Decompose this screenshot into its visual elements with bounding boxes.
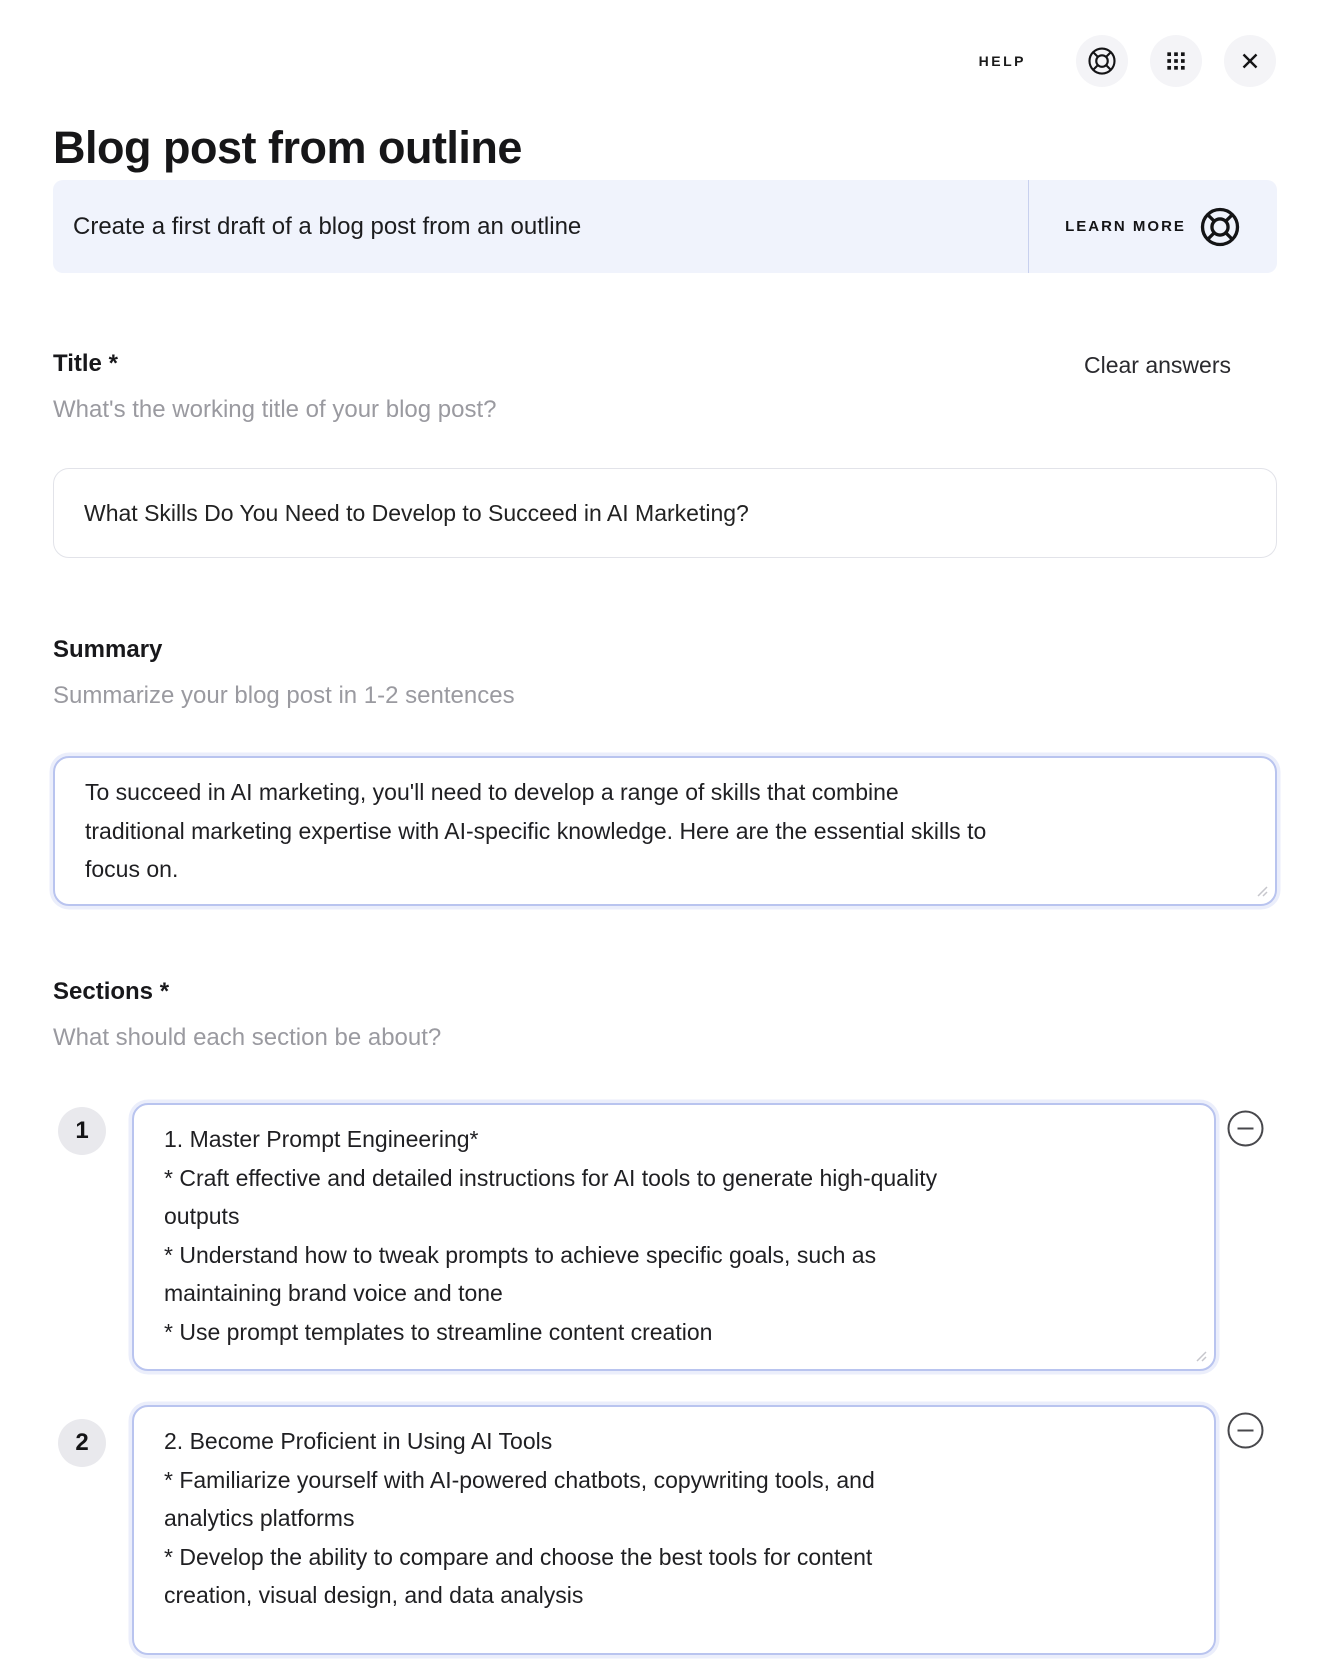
sections-description: What should each section be about? [53,1024,442,1051]
grid-dots-icon [1163,48,1189,74]
help-link[interactable]: HELP [978,53,1026,69]
summary-label: Summary [53,636,163,663]
remove-section-2-button[interactable] [1227,1412,1264,1449]
close-icon [1237,48,1263,74]
section-2-field [132,1405,1216,1655]
lifebuoy-icon [1199,206,1241,248]
learn-more-button[interactable] [1028,180,1277,273]
summary-textarea[interactable] [53,756,1277,906]
page-title: Blog post from outline [53,122,522,174]
section-1-field [132,1103,1216,1371]
section-1-textarea[interactable] [132,1103,1216,1371]
summary-description: Summarize your blog post in 1-2 sentences [53,682,515,709]
learn-more-label: LEARN MORE [1065,218,1186,235]
title-label: Title * [53,350,118,377]
template-banner [53,180,1277,273]
section-1-number-badge: 1 [58,1107,106,1155]
section-2-textarea[interactable] [132,1405,1216,1655]
close-button[interactable] [1224,35,1276,87]
lifebuoy-icon [1087,46,1117,76]
resize-handle-icon[interactable] [1254,883,1268,897]
resize-handle-icon[interactable] [1193,1348,1207,1362]
title-description: What's the working title of your blog post? [53,396,497,423]
minus-circle-icon [1227,1412,1264,1449]
summary-field [53,756,1277,906]
banner-description: Create a first draft of a blog post from an outline [73,212,582,240]
section-2-number-badge: 2 [58,1419,106,1467]
remove-section-1-button[interactable] [1227,1110,1264,1147]
help-lifebuoy-button[interactable] [1076,35,1128,87]
sections-label: Sections * [53,978,170,1005]
clear-answers-link[interactable]: Clear answers [1084,352,1231,378]
apps-grid-button[interactable] [1150,35,1202,87]
title-input[interactable] [53,468,1277,558]
minus-circle-icon [1227,1110,1264,1147]
header-actions [979,35,1276,87]
